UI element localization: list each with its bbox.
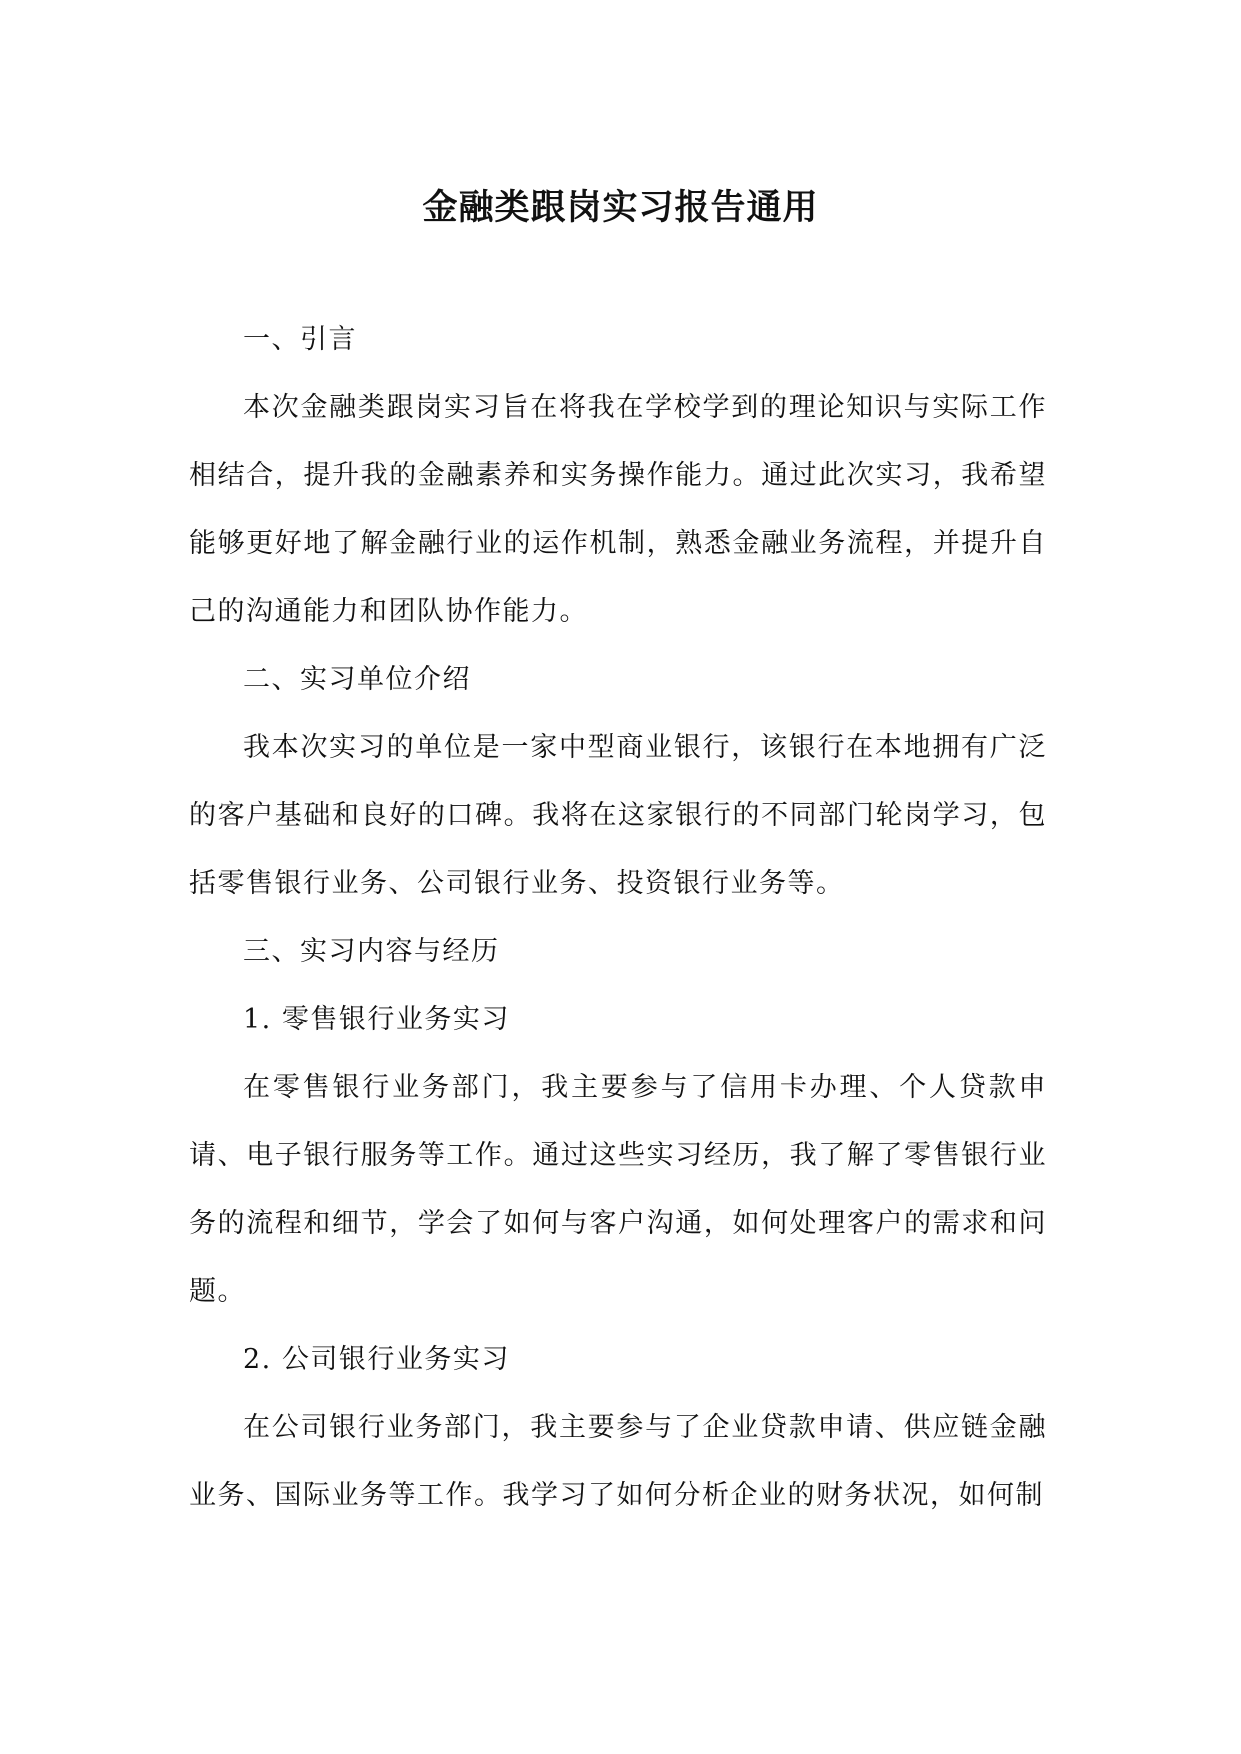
section-heading-unit: 二、实习单位介绍 — [243, 664, 471, 695]
section-heading-content: 三、实习内容与经历 — [243, 936, 500, 967]
paragraph-corporate-banking: 在公司银行业务部门，我主要参与了企业贷款申请、供应链金融业务、国际业务等工作。我学习了如何分析企业的财务状况，如何制 — [189, 1412, 1047, 1511]
section-heading-introduction: 一、引言 — [243, 324, 357, 355]
document-body — [189, 306, 1047, 1530]
subheading-retail-banking: 1. 零售银行业务实习 — [243, 1004, 510, 1035]
paragraph-introduction: 本次金融类跟岗实习旨在将我在学校学到的理论知识与实际工作相结合，提升我的金融素养和实务操作能力。通过此次实习，我希望能够更好地了解金融行业的运作机制，熟悉金融业务流程，并提升自己的沟通能力和团队协作能力。 — [189, 392, 1047, 627]
document-title: 金融类跟岗实习报告通用 — [422, 187, 819, 228]
paragraph-retail-banking: 在零售银行业务部门，我主要参与了信用卡办理、个人贷款申请、电子银行服务等工作。通过这些实习经历，我了解了零售银行业务的流程和细节，学会了如何与客户沟通，如何处理客户的需求和问题。 — [189, 1072, 1047, 1307]
paragraph-unit: 我本次实习的单位是一家中型商业银行，该银行在本地拥有广泛的客户基础和良好的口碑。我将在这家银行的不同部门轮岗学习，包括零售银行业务、公司银行业务、投资银行业务等。 — [189, 732, 1047, 899]
subheading-corporate-banking: 2. 公司银行业务实习 — [243, 1344, 510, 1375]
